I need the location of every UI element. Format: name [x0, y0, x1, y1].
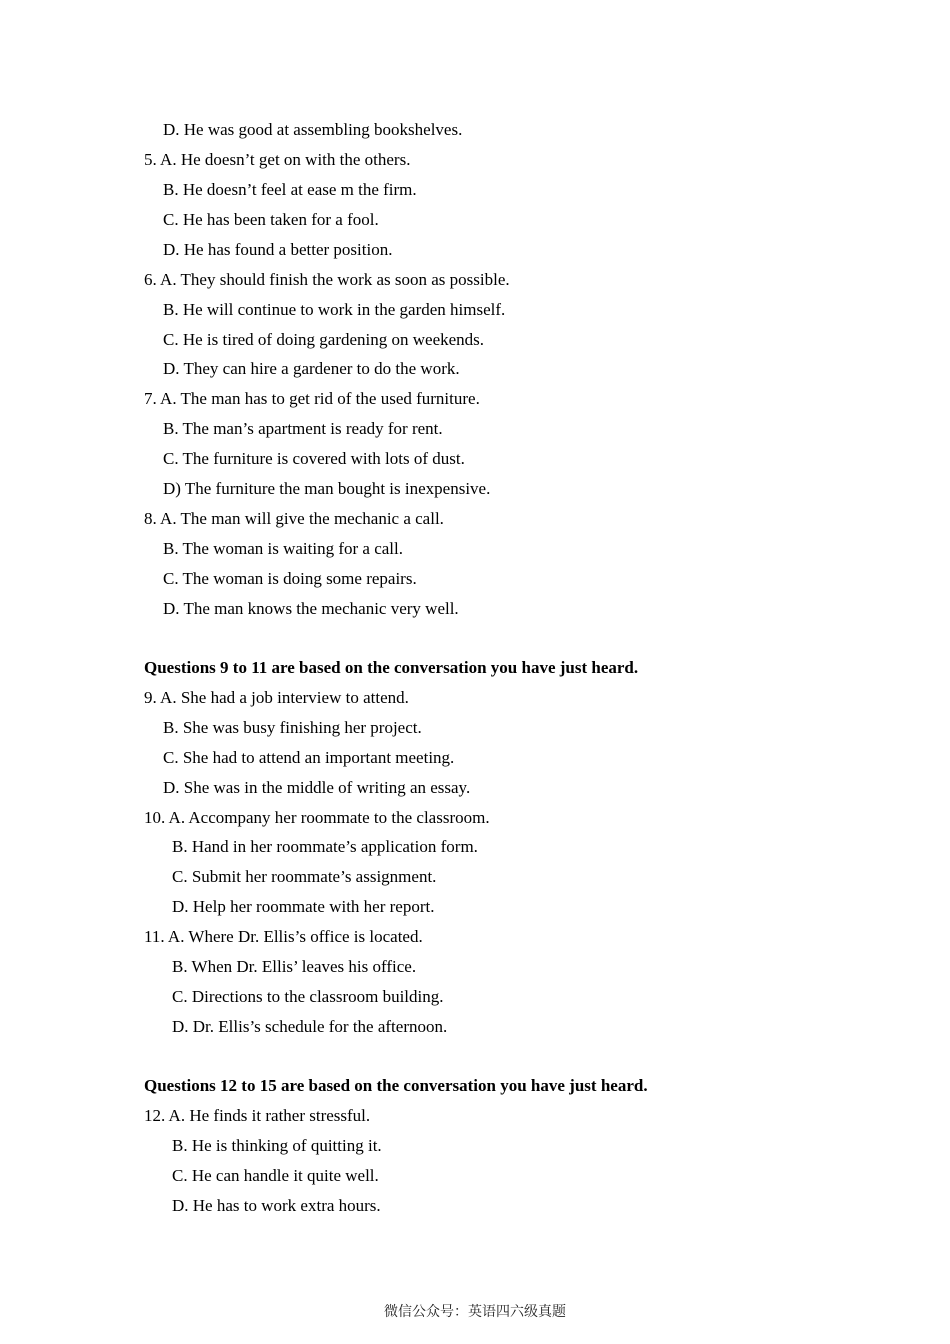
q6-option-d: D. They can hire a gardener to do the work. — [163, 359, 460, 378]
q7-option-d: D) The furniture the man bought is inexpensive. — [163, 479, 491, 498]
q11-option-c: C. Directions to the classroom building. — [172, 987, 444, 1006]
q8-option-d: D. The man knows the mechanic very well. — [163, 599, 459, 618]
q9-option-a: 9. A. She had a job interview to attend. — [144, 688, 409, 707]
q6-option-c: C. He is tired of doing gardening on weekends. — [163, 330, 485, 349]
q10-option-c: C. Submit her roommate’s assignment. — [172, 867, 437, 886]
q12-option-b: B. He is thinking of quitting it. — [172, 1136, 382, 1155]
q7-option-c: C. The furniture is covered with lots of dust. — [163, 449, 465, 468]
q10-option-d: D. Help her roommate with her report. — [172, 897, 435, 916]
q9-option-b: B. She was busy finishing her project. — [163, 718, 422, 737]
q5-option-c: C. He has been taken for a fool. — [163, 210, 379, 229]
q8-option-a: 8. A. The man will give the mechanic a call. — [144, 509, 444, 528]
q8-option-b: B. The woman is waiting for a call. — [163, 539, 403, 558]
q10-option-a: 10. A. Accompany her roommate to the classroom. — [144, 808, 490, 827]
q8-option-c: C. The woman is doing some repairs. — [163, 569, 417, 588]
q11-option-d: D. Dr. Ellis’s schedule for the afternoon. — [172, 1017, 448, 1036]
section-heading-12-15: Questions 12 to 15 are based on the conversation you have just heard. — [144, 1076, 648, 1095]
q11-option-b: B. When Dr. Ellis’ leaves his office. — [172, 957, 417, 976]
q10-option-b: B. Hand in her roommate’s application form. — [172, 837, 478, 856]
q7-option-a: 7. A. The man has to get rid of the used furniture. — [144, 389, 480, 408]
q6-option-b: B. He will continue to work in the garden himself. — [163, 300, 506, 319]
q5-option-a: 5. A. He doesn’t get on with the others. — [144, 150, 411, 169]
q9-option-d: D. She was in the middle of writing an essay. — [163, 778, 471, 797]
q5-option-d: D. He has found a better position. — [163, 240, 393, 259]
q12-option-c: C. He can handle it quite well. — [172, 1166, 379, 1185]
section-heading-9-11: Questions 9 to 11 are based on the conversation you have just heard. — [144, 658, 639, 677]
q7-option-b: B. The man’s apartment is ready for rent. — [163, 419, 443, 438]
q11-option-a: 11. A. Where Dr. Ellis’s office is located. — [144, 927, 423, 946]
page-footer: 微信公众号：英语四六级真题 — [384, 1304, 566, 1320]
q4-option-d: D. He was good at assembling bookshelves. — [163, 120, 463, 139]
q9-option-c: C. She had to attend an important meeting. — [163, 748, 455, 767]
q6-option-a: 6. A. They should finish the work as soon as possible. — [144, 270, 510, 289]
q12-option-a: 12. A. He finds it rather stressful. — [144, 1106, 371, 1125]
q5-option-b: B. He doesn’t feel at ease m the firm. — [163, 180, 417, 199]
q12-option-d: D. He has to work extra hours. — [172, 1196, 381, 1215]
